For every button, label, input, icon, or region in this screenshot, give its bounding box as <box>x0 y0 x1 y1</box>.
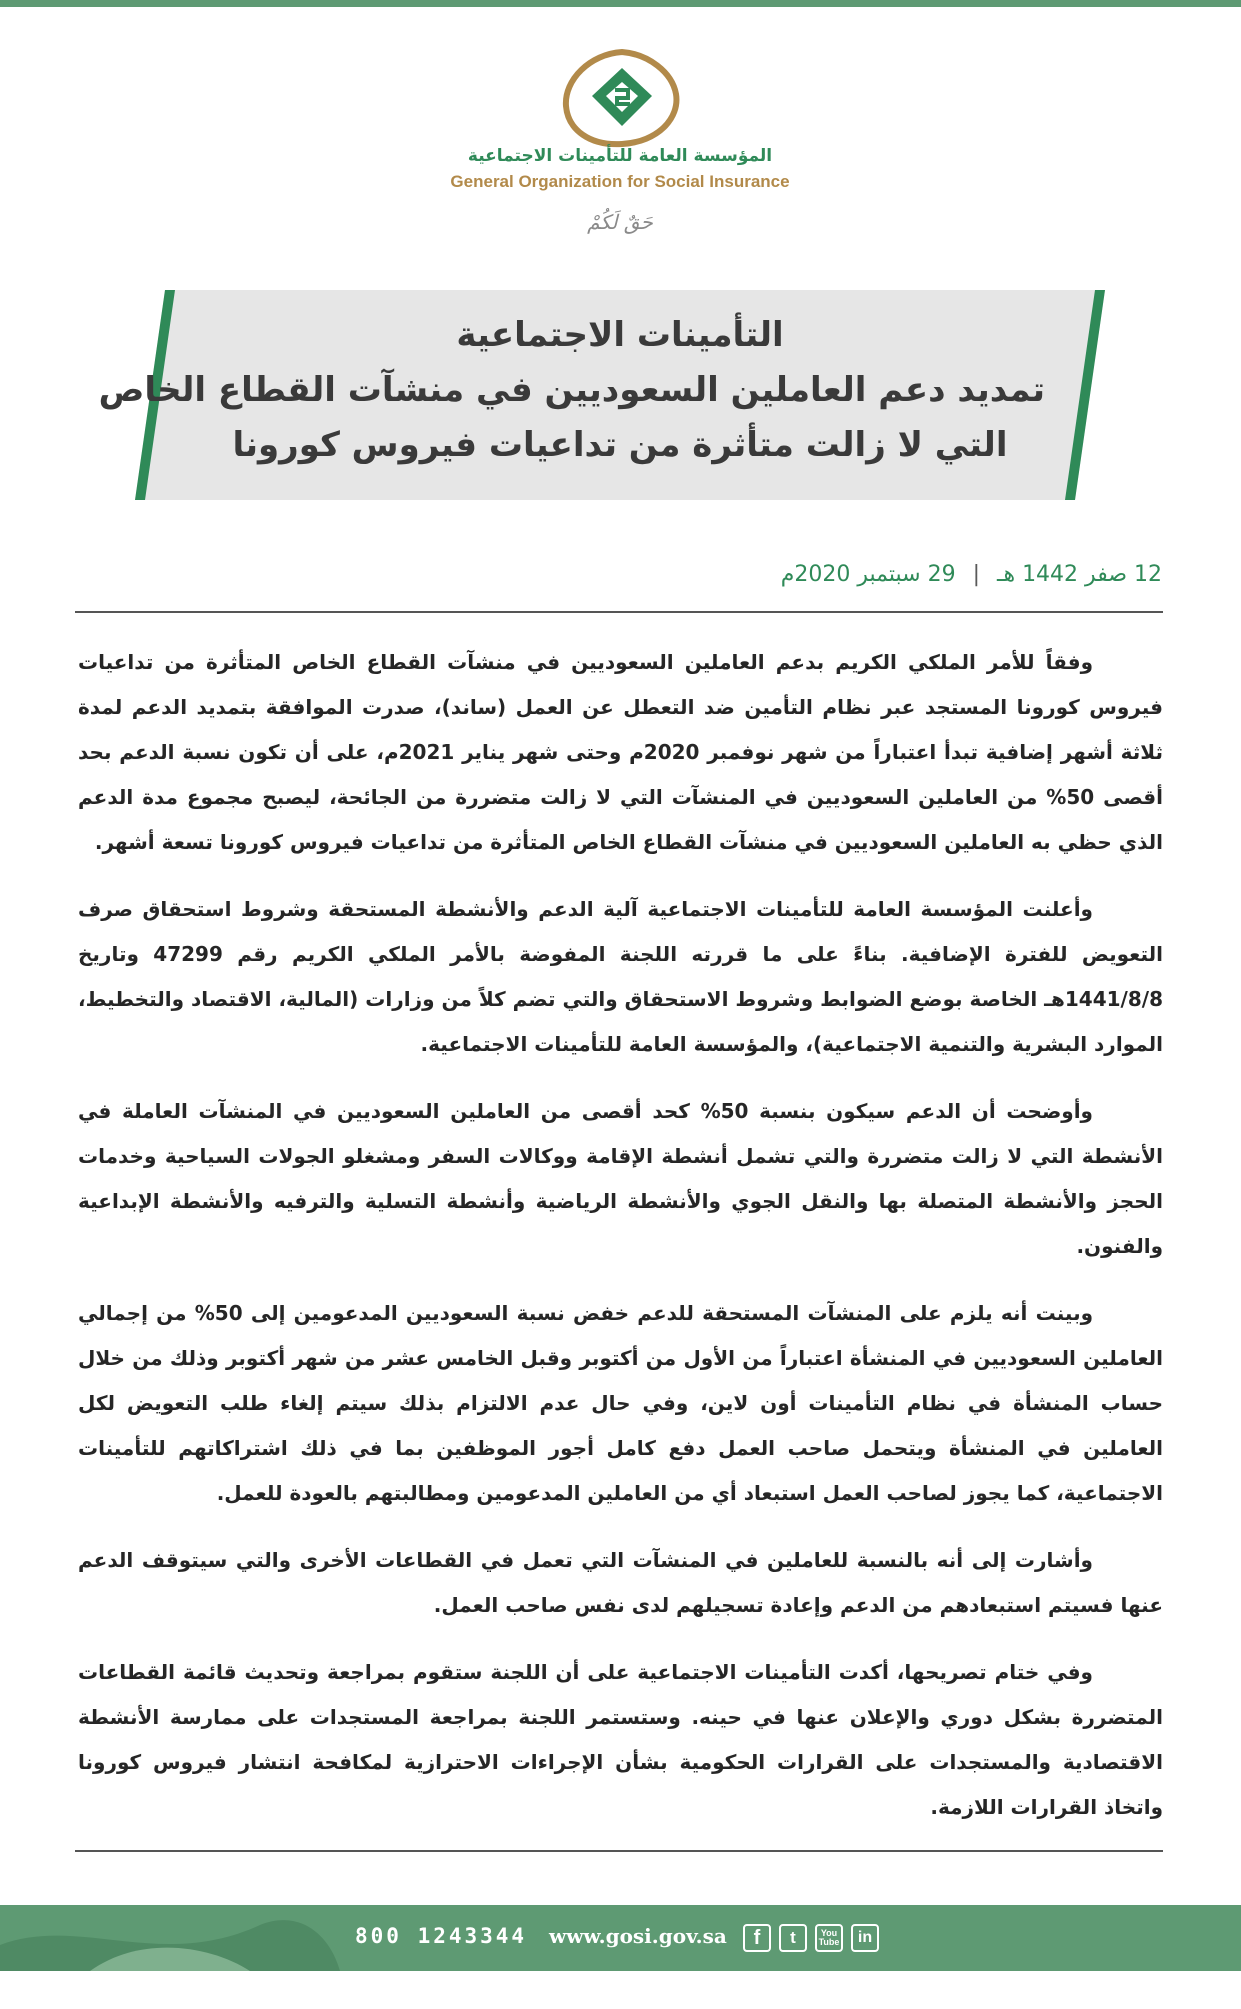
youtube-icon[interactable]: You Tube <box>815 1924 843 1952</box>
date-hijri: 12 صفر 1442 هـ <box>997 562 1162 587</box>
org-name-arabic: المؤسسة العامة للتأمينات الاجتماعية <box>467 146 773 166</box>
date-gregorian: 29 سبتمبر 2020م <box>780 562 956 587</box>
paragraph: وفقاً للأمر الملكي الكريم بدعم العاملين السعوديين في منشآت القطاع الخاص المتأثرة من تداعيات فيروس كورونا المستجد عبر نظام التأمين ضد التعطل عن العمل (ساند)، صدرت الموافقة بتمديد الدعم لمدة ثلاثة أشهر إضافية تبدأ اعتباراً من شهر نوفمبر 2020م وحتى شهر يناير 2021م، على أن تكون نسبة الدعم بحد أقصى 50% من العاملين السعوديين في المنشآت التي لا زالت متضررة من الجائحة، ليصبح مجموع مدة الدعم الذي حظي به العاملين السعوديين في منشآت القطاع الخاص المتأثرة من تداعيات فيروس كورونا تسعة أشهر. <box>78 650 1164 854</box>
title-text <box>98 308 1045 473</box>
paragraph: وأعلنت المؤسسة العامة للتأمينات الاجتماعية آلية الدعم والأنشطة المستحقة وشروط استحقاق صرف التعويض للفترة الإضافية. بناءً على ما قررته اللجنة المفوضة بالأمر الملكي الكريم رقم 47299 وتاريخ 1441/8/8هـ الخاصة بوضع الضوابط وشروط الاستحقاق والتي تضم كلاً من وزارات (المالية، الاقتصاد والتخطيط، الموارد البشرية والتنمية الاجتماعية)، والمؤسسة العامة للتأمينات الاجتماعية. <box>78 897 1163 1056</box>
top-stripe <box>0 0 1241 7</box>
bottom-divider <box>75 1850 1163 1852</box>
gosi-logo-icon <box>560 48 684 148</box>
twitter-icon[interactable]: t <box>779 1924 807 1952</box>
footer-bar <box>0 1905 1241 1971</box>
facebook-icon[interactable]: f <box>743 1924 771 1952</box>
paragraph: وبينت أنه يلزم على المنشآت المستحقة للدعم خفض نسبة السعوديين المدعومين إلى 50% من إجمالي العاملين السعوديين في المنشأة اعتباراً من الأول من أكتوبر وقبل الخامس عشر من شهر أكتوبر وذلك من خلال حساب المنشأة في نظام التأمينات أون لاين، وفي حال عدم الالتزام بذلك سيتم إلغاء طلب التعويض لكل العاملين في المنشأة ويتحمل صاحب العمل دفع كامل أجور الموظفين بما في ذلك اشتراكاتهم للتأمينات الاجتماعية، كما يجوز لصاحب العمل استبعاد أي من العاملين المدعومين ومطالبتهم بالعودة للعمل. <box>78 1301 1163 1505</box>
org-name-english: General Organization for Social Insurance <box>450 172 790 191</box>
linkedin-icon[interactable]: in <box>851 1924 879 1952</box>
website-link[interactable]: www.gosi.gov.sa <box>549 1924 727 1948</box>
title-box <box>98 290 1105 500</box>
title-line-1: التأمينات الاجتماعية <box>456 315 784 355</box>
paragraph: وفي ختام تصريحها، أكدت التأمينات الاجتماعية على أن اللجنة ستقوم بمراجعة وتحديث قائمة القطاعات المتضررة بشكل دوري والإعلان عنها في حينه. وستستمر اللجنة بمراجعة المستجدات على ممارسة الأنشطة الاقتصادية والمستجدات على القرارات الحكومية بشأن الإجراءات الاحترازية لمكافحة انتشار فيروس كورونا واتخاذ القرارات اللازمة. <box>78 1660 1163 1819</box>
top-divider <box>75 611 1163 613</box>
phone-number[interactable]: 800 1243344 <box>355 1924 528 1948</box>
date-row <box>781 562 1162 587</box>
tagline: حَقٌ لَكُمْ <box>587 210 653 234</box>
date-separator: | <box>972 562 981 587</box>
paragraph: وأشارت إلى أنه بالنسبة للعاملين في المنشآت التي تعمل في القطاعات الأخرى والتي سيتوقف الدعم عنها فسيتم استبعادهم من الدعم وإعادة تسجيلهم لدى نفس صاحب العمل. <box>78 1548 1163 1617</box>
article-body <box>78 640 1163 1852</box>
title-line-2: تمديد دعم العاملين السعوديين في منشآت القطاع الخاص <box>98 370 1045 410</box>
paragraph: وأوضحت أن الدعم سيكون بنسبة 50% كحد أقصى من العاملين السعوديين في المنشآت العاملة في الأنشطة التي لا زالت متضررة والتي تشمل أنشطة الإقامة ووكالات السفر ومشغلو الجولات السياحية وخدمات الحجز والأنشطة المتصلة بها والنقل الجوي والأنشطة الرياضية وأنشطة التسلية والترفيه والأنشطة الإبداعية والفنون. <box>78 1099 1163 1258</box>
title-line-3: التي لا زالت متأثرة من تداعيات فيروس كورونا <box>232 425 1008 465</box>
